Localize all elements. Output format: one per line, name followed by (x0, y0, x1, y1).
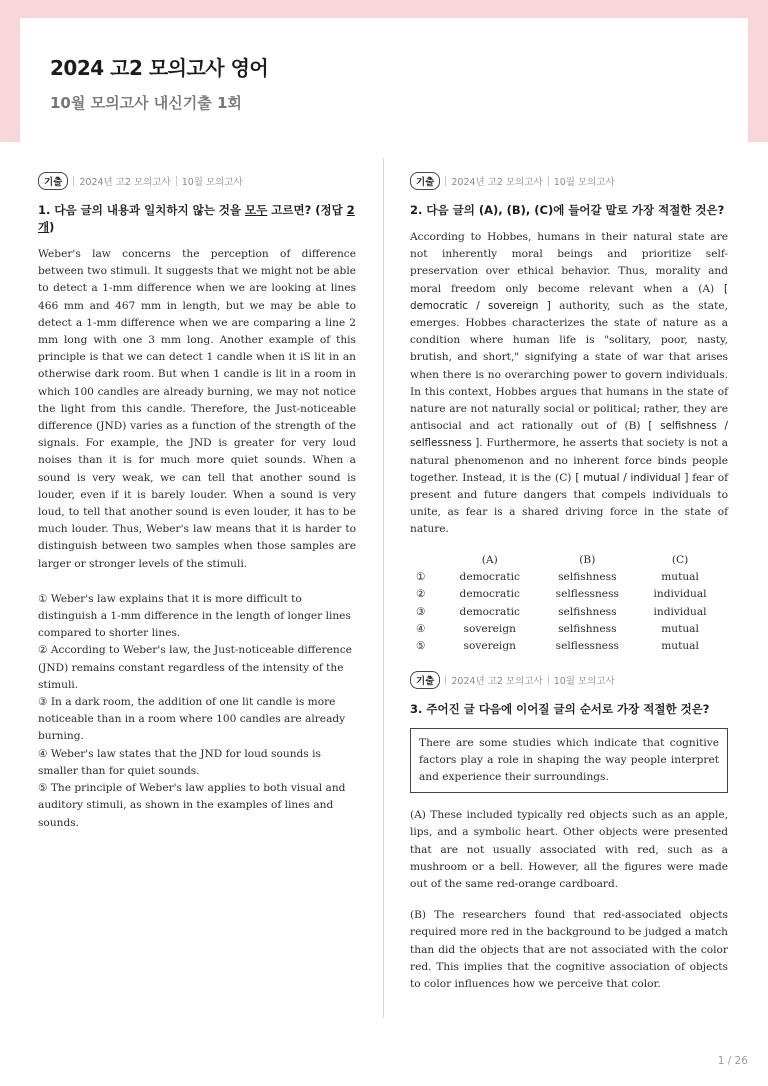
choice-number: ③ (416, 605, 426, 618)
source-label: 2024년 고2 모의고사 (451, 177, 543, 188)
page-number: 1 / 26 (717, 1055, 748, 1067)
header-c: (C) (671, 553, 689, 566)
choice-c: individual (653, 588, 707, 601)
choice-number: ④ (416, 622, 426, 635)
question-3-title: 3. 주어진 글 다음에 이어질 글의 순서로 가장 적절한 것은? (410, 701, 710, 716)
header-b: (B) (579, 553, 596, 566)
source-label: 2024년 고2 모의고사 (79, 177, 171, 188)
title-text: 1. 다음 글의 내용과 일치하지 않는 것을 (38, 203, 246, 217)
blank-c-choices: [ mutual / individual ] (575, 471, 689, 484)
option-5[interactable]: ⑤ The principle of Weber's law applies to both visual and auditory stimuli, as shown in the examples of lines and sounds. (38, 782, 346, 829)
option-4[interactable]: ④ Weber's law states that the JND for loud sounds is smaller than for quiet sounds. (38, 747, 321, 777)
choice-b: selfishness (558, 605, 617, 618)
table-row[interactable] (416, 569, 728, 586)
choice-number: ⑤ (416, 640, 426, 652)
passage-text: According to Hobbes, humans in their natural state are not inherently moral beings and prioritize self-preservation over ethical behavior. Thus, morality and moral freedom only become relevant when a (A) (410, 231, 728, 295)
choice-a: democratic (459, 588, 520, 601)
choice-c: mutual (661, 622, 699, 635)
question-2-title: 2. 다음 글의 (A), (B), (C)에 들어갈 말로 가장 적절한 것은? (410, 203, 725, 217)
choice-a: democratic (459, 605, 520, 618)
question-1-passage: Weber's law concerns the perception of difference between two stimuli. It suggests that we might not be able to detect a 1-mm difference when we are looking at lines 466 mm and 467 mm in length, but we may be able to detect a 1-mm difference when we are comparing a line 2 mm long with one 3 mm long. Another example of this principle is that we can detect 1 candle when it iS lit in an otherwise dark room. But when 1 candle is lit in a room in which 100 candles are already burning, we may not notice the light from this candle. Therefore, the Just-noticeable difference (JND) varies as a function of the strength of the signals. For example, the JND is greater for very loud noises than it is for much more quiet sounds. When a sound is very weak, we can tell that another sound is louder, even if it is barely louder. When a sound is very loud, to tell that another sound is even louder, it has to be much louder. Thus, Weber's law means that it is harder to distinguish between two samples when those samples are larger or stronger levels of the stimuli. (38, 248, 356, 570)
choice-number: ① (416, 571, 426, 584)
choice-b: selflessness (555, 588, 619, 601)
option-3[interactable]: ③ In a dark room, the addition of one lit candle is more noticeable than in a room where 100 candles are already burning. (38, 696, 346, 743)
choice-a: democratic (459, 571, 520, 584)
choice-c: mutual (661, 640, 699, 652)
choice-b: selfishness (558, 622, 617, 635)
choice-c: individual (653, 605, 707, 618)
right-column (410, 172, 728, 993)
answer-table (416, 551, 728, 655)
paragraph-a: (A) These included typically red objects such as an apple, lips, and a symbolic heart. Other objects were presented that are not usually associated with red, such as a mushroom or a bell. However, all the figures were made out of the same red-orange cardboard. (410, 809, 728, 891)
choice-a: sovereign (463, 622, 516, 635)
choice-b: selflessness (555, 640, 619, 652)
question-2-passage (410, 229, 728, 539)
answer-table-header (416, 551, 728, 569)
passage-text: . Furthermore, he asserts that society is not a natural phenomenon and no inherent force binds people together. Instead, it is the (C) (410, 437, 728, 484)
blank-a-choices: [ democratic / sovereign ] (410, 282, 728, 312)
column-divider (383, 158, 384, 1018)
title-underlined: 모두 (245, 203, 268, 217)
choice-number: ② (416, 588, 426, 601)
choice-b: selfishness (558, 571, 617, 584)
blank-b-choices: [ selfishness / selflessness ] (410, 420, 729, 450)
title-text: ) (49, 220, 55, 234)
paragraph-b: (B) The researchers found that red-associated objects required more red in the background to be judged a match than did the objects that are not associated with the color red. This implies that the cognitive association of objects to color influences how we perceive that color. (410, 909, 728, 991)
table-row[interactable] (416, 637, 728, 654)
month-label: 10월 모의고사 (553, 177, 615, 188)
table-row[interactable] (416, 586, 728, 603)
source-tag: 기출 (410, 671, 440, 689)
question-2-meta (410, 172, 728, 190)
option-2[interactable]: ② According to Weber's law, the Just-noticeable difference (JND) remains constant regardless of the intensity of the stimuli. (38, 644, 352, 691)
title-answer-count: 2 (346, 203, 355, 217)
meta-separator (73, 176, 74, 186)
title-answer-unit: 개 (38, 220, 50, 234)
option-1[interactable]: ① Weber's law explains that it is more difficult to distinguish a 1-mm difference in the length of longer lines compared to shorter lines. (38, 592, 351, 640)
left-column (38, 172, 356, 832)
meta-separator (548, 675, 549, 685)
meta-separator (445, 675, 446, 685)
question-3-meta (410, 671, 728, 689)
question-1-meta (38, 172, 356, 190)
table-row[interactable] (416, 620, 728, 637)
page-title: 2024 고2 모의고사 영어 (50, 56, 269, 80)
meta-separator (176, 176, 177, 186)
given-passage-box: There are some studies which indicate that cognitive factors play a role in shaping the way people interpret and experience their surroundings. (410, 728, 728, 794)
choice-a: sovereign (463, 640, 516, 652)
month-label: 10월 모의고사 (181, 177, 243, 188)
source-tag: 기출 (38, 172, 68, 190)
meta-separator (445, 176, 446, 186)
passage-text: authority, such as the state, emerges. Hobbes characterizes the state of nature as a condition where human life is "solitary, poor, nasty, brutish, and short," signifying a state of war that arises when there is no overarching power to govern individuals. In this context, Hobbes argues that humans in the state of nature are not naturally social or political; rather, they are antisocial and act rationally out of (B) (410, 299, 728, 433)
source-label: 2024년 고2 모의고사 (451, 675, 543, 687)
table-row[interactable] (416, 603, 728, 620)
question-1-title (38, 202, 356, 236)
page-subtitle: 10월 모의고사 내신기출 1회 (50, 94, 242, 112)
month-label: 10월 모의고사 (553, 675, 615, 687)
source-tag: 기출 (410, 172, 440, 190)
question-1-options (38, 591, 356, 832)
choice-c: mutual (661, 571, 699, 584)
title-text: 고르면? (정답 (267, 203, 347, 217)
header-card (20, 18, 748, 142)
meta-separator (548, 176, 549, 186)
passage-text: fear of present and future dangers that compels individuals to unite, as fear is a shared driving force in the state of nature. (410, 471, 729, 536)
header-a: (A) (481, 553, 498, 566)
